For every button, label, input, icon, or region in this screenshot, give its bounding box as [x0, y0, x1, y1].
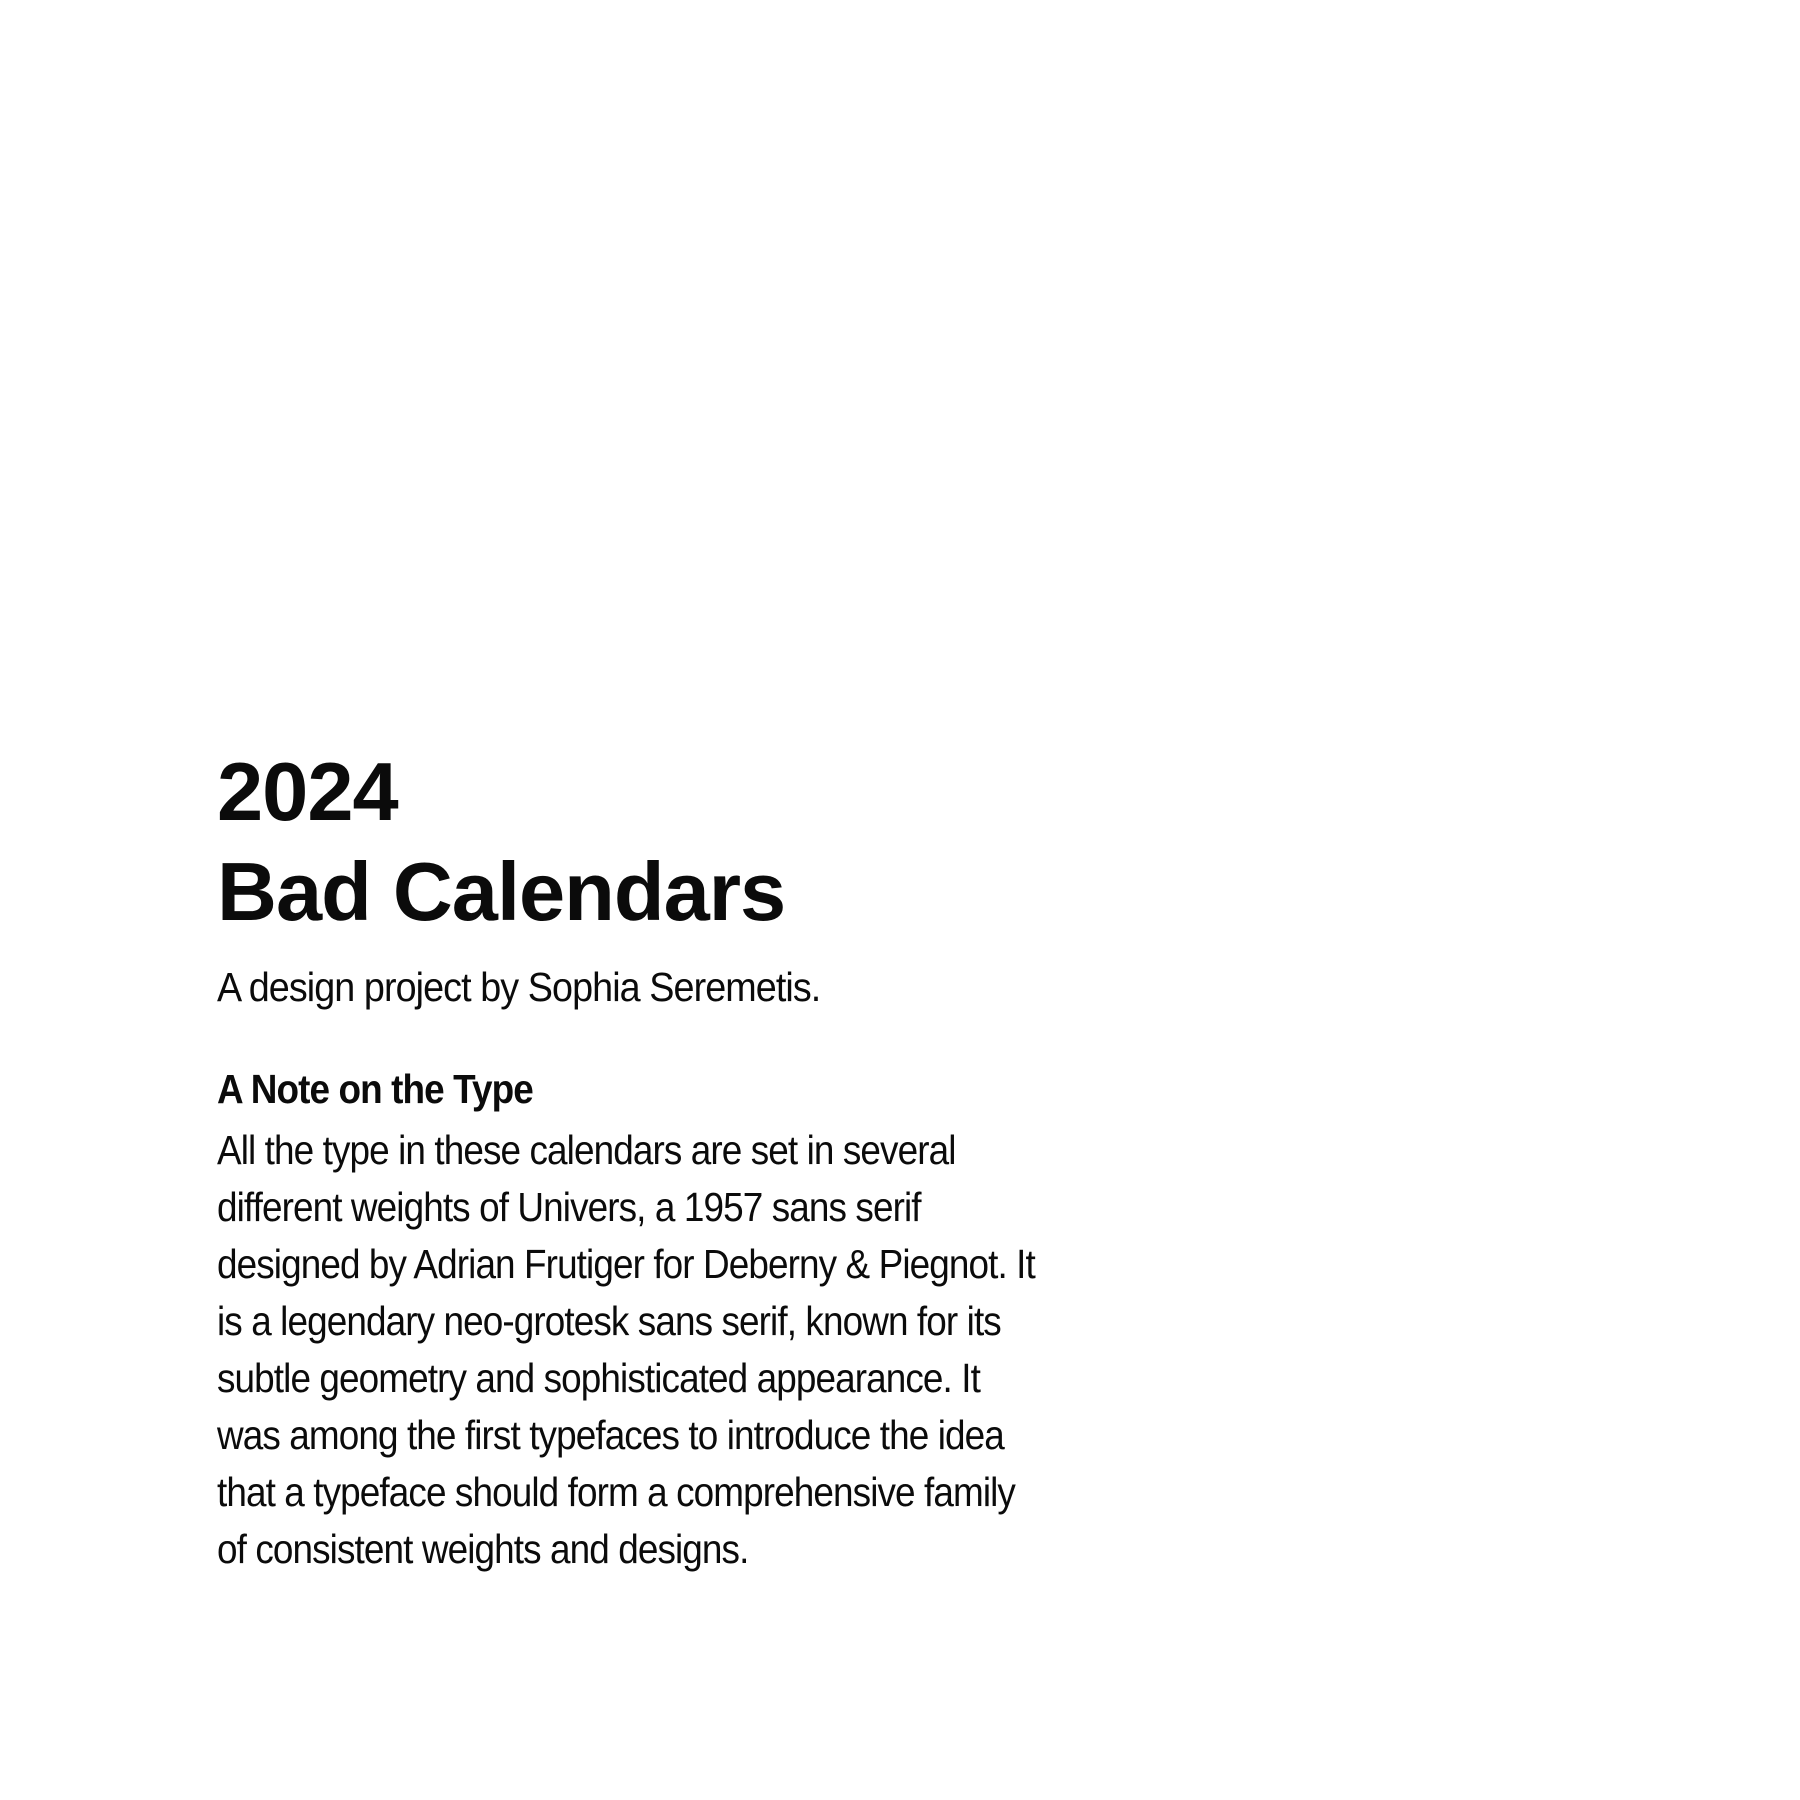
note-heading: A Note on the Type [217, 1066, 533, 1112]
page-title [217, 742, 1217, 942]
note-line: is a legendary neo-grotesk sans serif, known for its [217, 1298, 1001, 1344]
note-line: All the type in these calendars are set in several [217, 1127, 956, 1173]
note-line: designed by Adrian Frutiger for Deberny & Piegnot. It [217, 1241, 1035, 1287]
title-year: 2024 [217, 745, 398, 838]
note-line: subtle geometry and sophisticated appearance. It [217, 1355, 980, 1401]
byline: A design project by Sophia Seremetis. [217, 964, 821, 1010]
title-name: Bad Calendars [217, 845, 786, 938]
note-line: of consistent weights and designs. [217, 1526, 749, 1572]
cover-content [217, 742, 1217, 1578]
note-line: that a typeface should form a comprehensive family [217, 1469, 1015, 1515]
note-line: different weights of Univers, a 1957 sans serif [217, 1184, 921, 1230]
note-line: was among the first typefaces to introduce the idea [217, 1412, 1004, 1458]
note-body [217, 1122, 1217, 1578]
